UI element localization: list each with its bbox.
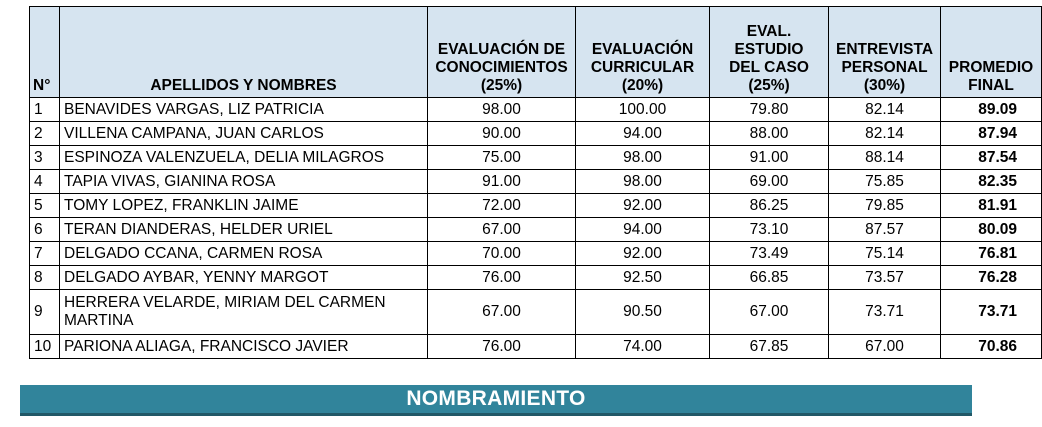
- row-number: 8: [30, 266, 60, 290]
- header-eval-curricular: [576, 7, 710, 98]
- header-line: EVALUACIÓN: [591, 41, 694, 58]
- applicant-name: ESPINOZA VALENZUELA, DELIA MILAGROS: [60, 146, 428, 170]
- table-row: [30, 335, 1042, 359]
- score-promedio: 70.86: [941, 335, 1042, 359]
- header-entrevista: [829, 7, 941, 98]
- score-conocimientos: 70.00: [428, 242, 576, 266]
- applicant-name: DELGADO AYBAR, YENNY MARGOT: [60, 266, 428, 290]
- row-number: 3: [30, 146, 60, 170]
- header-line: EVAL.: [746, 23, 792, 40]
- header-promedio: [941, 7, 1042, 98]
- score-caso: 66.85: [710, 266, 829, 290]
- header-names: APELLIDOS Y NOMBRES: [60, 7, 428, 98]
- score-caso: 73.10: [710, 218, 829, 242]
- score-caso: 73.49: [710, 242, 829, 266]
- header-line: ENTREVISTA: [835, 41, 934, 58]
- score-curricular: 92.50: [576, 266, 710, 290]
- score-caso: 67.85: [710, 335, 829, 359]
- score-caso: 67.00: [710, 290, 829, 335]
- score-entrevista: 73.71: [829, 290, 941, 335]
- score-caso: 91.00: [710, 146, 829, 170]
- score-promedio: 80.09: [941, 218, 1042, 242]
- applicant-name: VILLENA CAMPANA, JUAN CARLOS: [60, 122, 428, 146]
- results-table: [29, 6, 1042, 359]
- applicant-name: BENAVIDES VARGAS, LIZ PATRICIA: [60, 98, 428, 122]
- header-line: CURRICULAR: [590, 59, 695, 76]
- score-entrevista: 79.85: [829, 194, 941, 218]
- table-row: [30, 98, 1042, 122]
- section-title: NOMBRAMIENTO: [406, 387, 586, 410]
- score-caso: 86.25: [710, 194, 829, 218]
- row-number: 2: [30, 122, 60, 146]
- score-curricular: 98.00: [576, 146, 710, 170]
- header-line: (25%): [480, 77, 523, 94]
- score-curricular: 92.00: [576, 194, 710, 218]
- header-eval-conocimientos: [428, 7, 576, 98]
- row-number: 4: [30, 170, 60, 194]
- header-line: (20%): [621, 77, 664, 94]
- score-caso: 79.80: [710, 98, 829, 122]
- score-promedio: 87.54: [941, 146, 1042, 170]
- score-entrevista: 88.14: [829, 146, 941, 170]
- table-row: [30, 146, 1042, 170]
- table-row: [30, 170, 1042, 194]
- score-promedio: 82.35: [941, 170, 1042, 194]
- score-promedio: 89.09: [941, 98, 1042, 122]
- score-entrevista: 82.14: [829, 122, 941, 146]
- header-line: ESTUDIO: [734, 41, 804, 58]
- score-conocimientos: 90.00: [428, 122, 576, 146]
- score-conocimientos: 98.00: [428, 98, 576, 122]
- section-header-bar: [20, 385, 972, 416]
- score-conocimientos: 67.00: [428, 290, 576, 335]
- score-entrevista: 75.14: [829, 242, 941, 266]
- header-line: FINAL: [968, 77, 1014, 94]
- score-curricular: 92.00: [576, 242, 710, 266]
- score-curricular: 94.00: [576, 122, 710, 146]
- score-caso: 69.00: [710, 170, 829, 194]
- row-number: 7: [30, 242, 60, 266]
- row-number: 1: [30, 98, 60, 122]
- score-promedio: 87.94: [941, 122, 1042, 146]
- applicant-name: HERRERA VELARDE, MIRIAM DEL CARMEN MARTINA: [60, 290, 428, 335]
- row-number: 10: [30, 335, 60, 359]
- score-curricular: 90.50: [576, 290, 710, 335]
- score-curricular: 100.00: [576, 98, 710, 122]
- header-row: [30, 7, 1042, 98]
- header-line: (25%): [748, 77, 790, 94]
- row-number: 5: [30, 194, 60, 218]
- header-line: EVALUACIÓN DE: [437, 41, 566, 58]
- applicant-name: TAPIA VIVAS, GIANINA ROSA: [60, 170, 428, 194]
- header-line: (30%): [863, 77, 906, 94]
- score-conocimientos: 91.00: [428, 170, 576, 194]
- score-conocimientos: 67.00: [428, 218, 576, 242]
- score-curricular: 94.00: [576, 218, 710, 242]
- table-row: [30, 290, 1042, 335]
- table-row: [30, 218, 1042, 242]
- score-curricular: 74.00: [576, 335, 710, 359]
- header-line: DEL CASO: [729, 59, 809, 76]
- table-row: [30, 122, 1042, 146]
- applicant-name: DELGADO CCANA, CARMEN ROSA: [60, 242, 428, 266]
- score-promedio: 81.91: [941, 194, 1042, 218]
- score-conocimientos: 76.00: [428, 335, 576, 359]
- header-line: PERSONAL: [841, 59, 928, 76]
- score-conocimientos: 75.00: [428, 146, 576, 170]
- score-entrevista: 67.00: [829, 335, 941, 359]
- score-curricular: 98.00: [576, 170, 710, 194]
- table-row: [30, 194, 1042, 218]
- score-conocimientos: 76.00: [428, 266, 576, 290]
- row-number: 6: [30, 218, 60, 242]
- row-number: 9: [30, 290, 60, 335]
- header-line: PROMEDIO: [948, 59, 1034, 76]
- score-entrevista: 82.14: [829, 98, 941, 122]
- score-entrevista: 75.85: [829, 170, 941, 194]
- score-promedio: 76.28: [941, 266, 1042, 290]
- score-promedio: 73.71: [941, 290, 1042, 335]
- score-entrevista: 87.57: [829, 218, 941, 242]
- score-conocimientos: 72.00: [428, 194, 576, 218]
- applicant-name: TERAN DIANDERAS, HELDER URIEL: [60, 218, 428, 242]
- score-caso: 88.00: [710, 122, 829, 146]
- applicant-name: PARIONA ALIAGA, FRANCISCO JAVIER: [60, 335, 428, 359]
- table-row: [30, 266, 1042, 290]
- score-entrevista: 73.57: [829, 266, 941, 290]
- header-eval-caso: [710, 7, 829, 98]
- header-line: CONOCIMIENTOS: [435, 59, 568, 76]
- header-num: N°: [30, 7, 60, 98]
- score-promedio: 76.81: [941, 242, 1042, 266]
- table-row: [30, 242, 1042, 266]
- applicant-name: TOMY LOPEZ, FRANKLIN JAIME: [60, 194, 428, 218]
